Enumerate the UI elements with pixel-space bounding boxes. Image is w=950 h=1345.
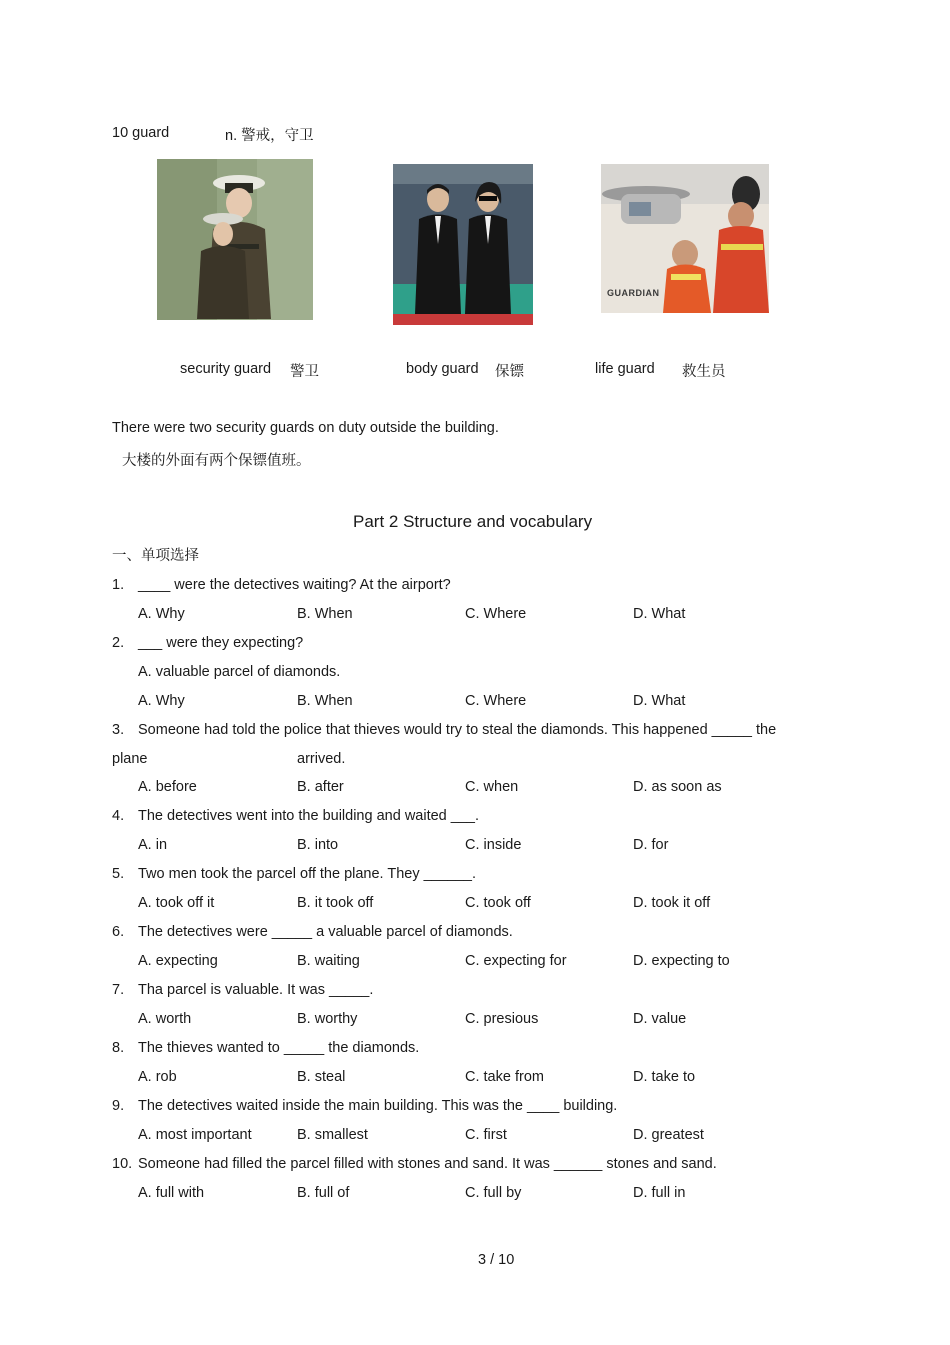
section-title: 一、单项选择 [112, 548, 199, 564]
option-a: A. most important [138, 1127, 252, 1143]
option-a: A. took off it [138, 895, 215, 911]
vocab-word: 10 guard [112, 125, 170, 141]
option-a: A. Why [138, 606, 185, 622]
option-a: A. expecting [138, 953, 218, 969]
option-a: A. before [138, 779, 197, 795]
question-number: 1. [112, 577, 125, 593]
option-d: D. What [633, 693, 686, 709]
question-subline: A. valuable parcel of diamonds. [138, 664, 341, 680]
question-number: 10. [112, 1156, 133, 1172]
caption-life-guard: life guard [595, 361, 655, 377]
option-d: D. took it off [633, 895, 711, 911]
question-text: Two men took the parcel off the plane. They ______. [138, 866, 477, 882]
question-number: 3. [112, 722, 125, 738]
question-continuation: arrived. [297, 751, 346, 767]
security-guard-photo [157, 159, 313, 320]
option-a: A. in [138, 837, 168, 853]
question-number: 7. [112, 982, 125, 998]
question-text: The detectives went into the building and waited ___. [138, 808, 479, 824]
option-b: B. steal [297, 1069, 346, 1085]
vocab-definition: n. 警戒，守卫 [225, 128, 314, 144]
option-d: D. for [633, 837, 669, 853]
option-d: D. What [633, 606, 686, 622]
question-text: ____ were the detectives waiting? At the airport? [138, 577, 451, 593]
option-c: C. take from [465, 1069, 544, 1085]
caption-security-guard: security guard [180, 361, 272, 377]
option-c: C. took off [465, 895, 531, 911]
option-b: B. When [297, 693, 353, 709]
question-number: 4. [112, 808, 125, 824]
life-guard-photo [601, 164, 769, 313]
option-d: D. take to [633, 1069, 696, 1085]
option-d: D. full in [633, 1185, 686, 1201]
option-a: A. Why [138, 693, 185, 709]
body-guard-photo [393, 164, 533, 325]
option-a: A. worth [138, 1011, 192, 1027]
question-number: 8. [112, 1040, 125, 1056]
option-b: B. worthy [297, 1011, 358, 1027]
option-c: C. first [465, 1127, 507, 1143]
caption-life-guard-zh: 救生员 [682, 364, 726, 380]
guardian-logo-text: GUARDIAN [607, 288, 660, 298]
option-b: B. waiting [297, 953, 360, 969]
option-b: B. it took off [297, 895, 374, 911]
question-number: 6. [112, 924, 125, 940]
option-b: B. full of [297, 1185, 350, 1201]
option-d: D. greatest [633, 1127, 704, 1143]
caption-body-guard: body guard [406, 361, 479, 377]
option-c: C. Where [465, 606, 527, 622]
option-c: C. when [465, 779, 519, 795]
question-text: ___ were they expecting? [138, 635, 304, 651]
example-sentence-zh: 大楼的外面有两个保镖值班。 [122, 453, 311, 469]
question-text: The detectives waited inside the main building. This was the ____ building. [138, 1098, 618, 1114]
option-a: A. rob [138, 1069, 177, 1085]
option-b: B. When [297, 606, 353, 622]
option-c: C. Where [465, 693, 527, 709]
question-text: Someone had filled the parcel filled with stones and sand. It was ______ stones and sand. [138, 1156, 717, 1172]
option-c: C. expecting for [465, 953, 567, 969]
question-number: 9. [112, 1098, 125, 1114]
question-text: Tha parcel is valuable. It was _____. [138, 982, 374, 998]
question-text: The thieves wanted to _____ the diamonds. [138, 1040, 420, 1056]
caption-body-guard-zh: 保镖 [495, 364, 524, 380]
option-b: B. smallest [297, 1127, 368, 1143]
option-d: D. value [633, 1011, 687, 1027]
option-a: A. full with [138, 1185, 205, 1201]
part-title: Part 2 Structure and vocabulary [353, 512, 593, 531]
option-b: B. into [297, 837, 339, 853]
question-number: 2. [112, 635, 125, 651]
example-sentence-en: There were two security guards on duty outside the building. [112, 420, 499, 436]
question-number: 5. [112, 866, 125, 882]
option-d: D. expecting to [633, 953, 730, 969]
page-number: 3 / 10 [478, 1252, 515, 1268]
option-c: C. full by [465, 1185, 522, 1201]
option-c: C. inside [465, 837, 522, 853]
question-text: Someone had told the police that thieves would try to steal the diamonds. This happened _____ the [138, 722, 777, 738]
question-text: The detectives were _____ a valuable parcel of diamonds. [138, 924, 513, 940]
option-c: C. presious [465, 1011, 539, 1027]
caption-security-guard-zh: 警卫 [290, 364, 319, 380]
option-b: B. after [297, 779, 344, 795]
option-d: D. as soon as [633, 779, 722, 795]
question-continuation: plane [112, 751, 148, 767]
